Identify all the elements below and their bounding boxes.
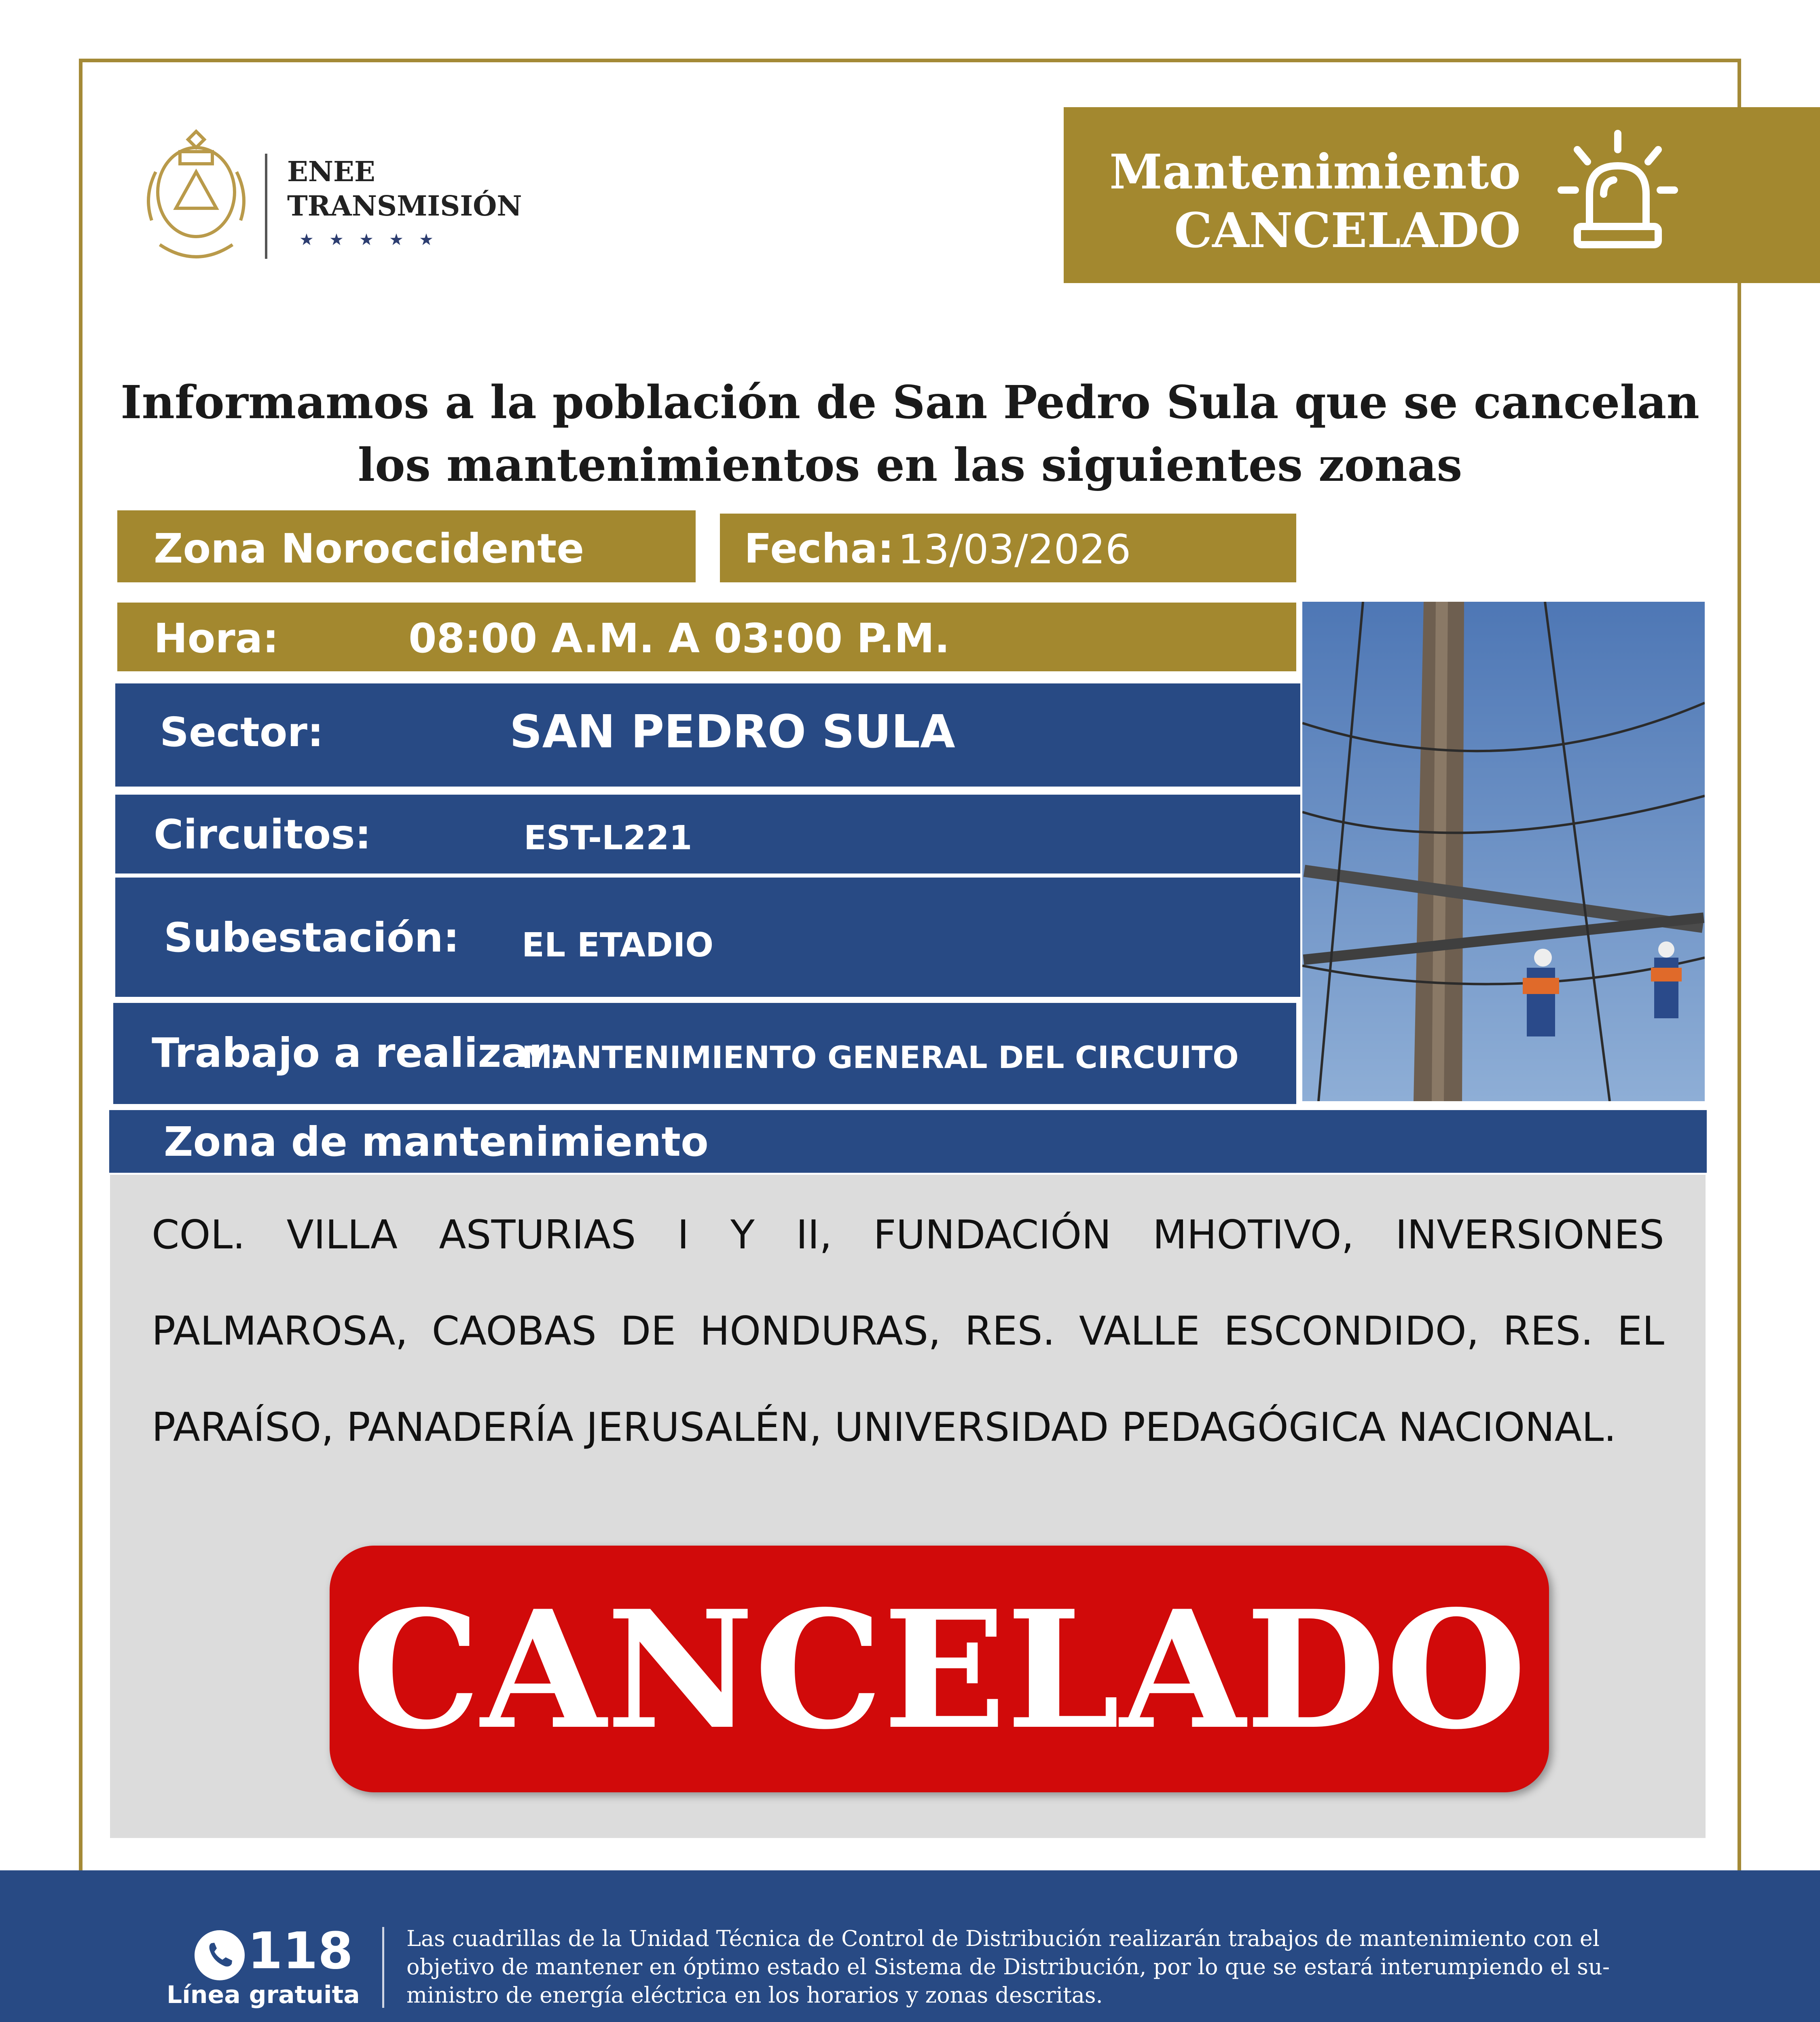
circuitos-value: EST-L221 (524, 819, 692, 857)
alarm-siren-icon (1553, 125, 1682, 255)
brand-stars: ★ ★ ★ ★ ★ (299, 231, 434, 249)
footer-note-line2: objetivo de mantener en óptimo estado el Sistema de Distribución, por lo que se estará interumpiendo el su- (406, 1954, 1610, 1980)
linemen-photo (1302, 602, 1705, 1101)
coat-of-arms-logo (135, 123, 257, 277)
fecha-label: Fecha: (744, 525, 894, 572)
brand-line2: TRANSMISIÓN (287, 190, 522, 222)
zona-mantenimiento-text: COL. VILLA ASTURIAS I Y II, FUNDACIÓN MHOTIVO, INVERSIONES PALMAROSA, CAOBAS DE HONDURAS, RES. VALLE ESCONDIDO, RES. EL PARAÍSO, PANADERÍA JERUSALÉN, UNIVERSIDAD PEDAGÓGICA NACIONAL. (152, 1212, 1664, 1451)
phone-number: 118 (248, 1922, 353, 1980)
phone-caption: Línea gratuita (167, 1981, 360, 2009)
sector-value: SAN PEDRO SULA (510, 706, 955, 758)
brand-line1: ENEE (287, 156, 375, 188)
subestacion-label: Subestación: (164, 914, 459, 961)
headline-line2: los mantenimientos en las siguientes zonas (358, 439, 1462, 492)
circuitos-label: Circuitos: (154, 811, 371, 858)
cancelado-stamp-text: CANCELADO (352, 1575, 1527, 1765)
subestacion-value: EL ETADIO (522, 926, 714, 964)
logo-divider (265, 154, 267, 259)
phone-icon (193, 1929, 246, 1982)
hora-value: 08:00 A.M. A 03:00 P.M. (408, 615, 950, 662)
headline-line1: Informamos a la población de San Pedro Sula que se cancelan (121, 376, 1699, 429)
trabajo-value: MANTENIMIENTO GENERAL DEL CIRCUITO (522, 1039, 1239, 1075)
zona-label: Zona Noroccidente (154, 525, 584, 572)
sector-label: Sector: (160, 709, 324, 756)
badge-line1: Mantenimiento (1109, 144, 1521, 200)
fecha-value: 13/03/2026 (898, 526, 1131, 573)
footer-divider (382, 1927, 384, 2008)
zona-mantenimiento-title: Zona de mantenimiento (164, 1118, 709, 1165)
hora-label: Hora: (154, 615, 279, 662)
trabajo-label: Trabajo a realizar: (152, 1029, 565, 1077)
footer-note-line1: Las cuadrillas de la Unidad Técnica de Control de Distribución realizarán trabajos de mantenimiento con el (406, 1926, 1600, 1951)
badge-line2: CANCELADO (1174, 202, 1521, 258)
footer-note-line3: ministro de energía eléctrica en los horarios y zonas descritas. (406, 1982, 1103, 2008)
